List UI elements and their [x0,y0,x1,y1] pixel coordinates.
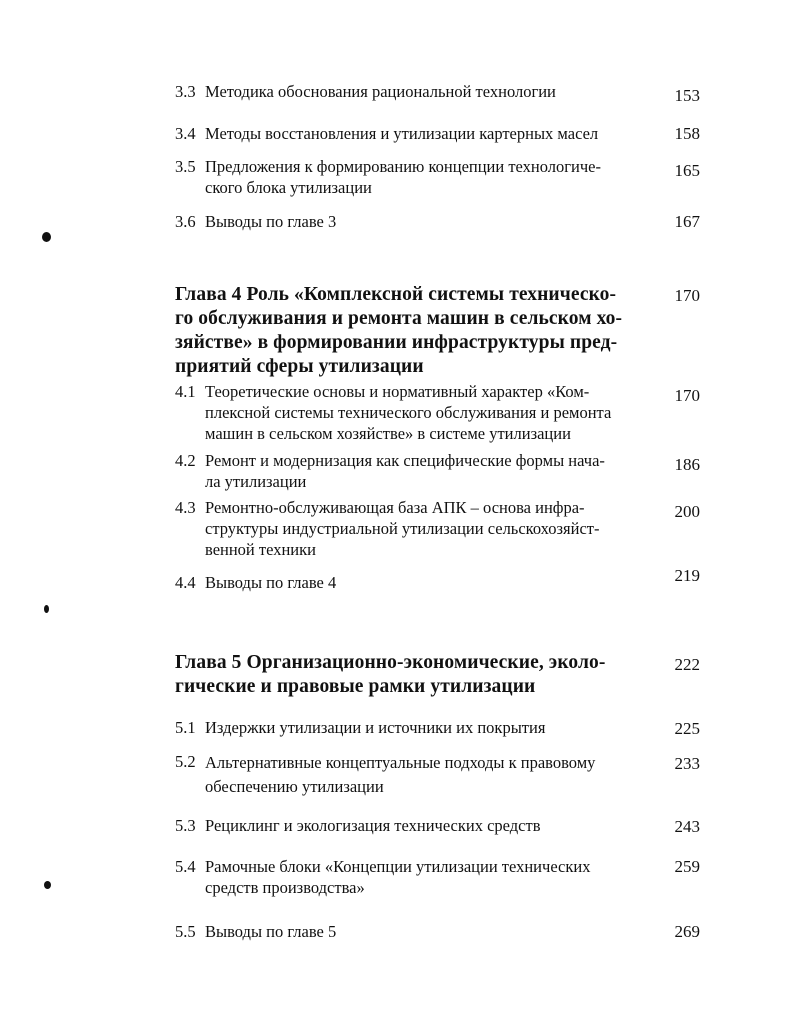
scan-speck [44,881,51,889]
section-title: Альтернативные концептуальные подходы к правовому обеспечению утилизации [205,753,596,796]
section-title: Рециклинг и экологизация технических средств [205,816,541,835]
section-title: Методика обоснования рациональной технологии [205,82,556,101]
section-number: 3.6 [175,212,196,231]
scan-speck [44,605,49,613]
section-number: 4.1 [175,382,196,401]
scan-speck [42,232,51,242]
section-title: Предложения к формированию концепции технологиче- ского блока утилизации [205,157,601,197]
section-number: 4.4 [175,573,196,592]
section-number: 5.3 [175,816,196,835]
section-title: Рамочные блоки «Концепции утилизации технических средств производства» [205,857,591,897]
page-number: 269 [674,922,700,941]
section-number: 5.5 [175,922,196,941]
page-number: 222 [674,655,700,674]
chapter-title: Глава 4 Роль «Комплексной системы техническо- го обслуживания и ремонта машин в сельском хо- зяйстве» в формировании инфраструктуры пред- приятий сферы утилизации [175,284,623,377]
section-title: Теоретические основы и нормативный характер «Ком- плексной системы технического обслуживания и ремонта машин в сельском хозяйстве» в системе утилизации [205,382,612,443]
section-number: 4.3 [175,498,196,517]
page-number: 219 [674,566,700,585]
section-title: Издержки утилизации и источники их покрытия [205,718,546,737]
page-number: 259 [674,857,700,876]
section-number: 3.3 [175,82,196,101]
section-title: Ремонтно-обслуживающая база АПК – основа инфра- структуры индустриальной утилизации сельскохозяйст- венной техники [205,498,600,559]
chapter-title: Глава 5 Организационно-экономические, эколо- гические и правовые рамки утилизации [175,652,606,697]
section-title: Выводы по главе 4 [205,573,337,592]
page-number: 170 [674,286,700,305]
page-number: 167 [674,212,700,231]
page-number: 200 [674,502,700,521]
page-number: 233 [674,754,700,773]
section-number: 3.5 [175,157,196,176]
section-title: Методы восстановления и утилизации картерных масел [205,124,599,143]
section-number: 4.2 [175,451,196,470]
page-number: 170 [674,386,700,405]
section-number: 5.2 [175,752,196,771]
page-number: 243 [674,817,700,836]
page-number: 186 [674,455,700,474]
page-number: 225 [674,719,700,738]
section-title: Выводы по главе 3 [205,212,337,231]
section-number: 3.4 [175,124,196,143]
page-number: 165 [674,161,700,180]
page-number: 153 [674,86,700,105]
section-number: 5.4 [175,857,196,876]
page-number: 158 [674,124,700,143]
section-number: 5.1 [175,718,196,737]
section-title: Ремонт и модернизация как специфические формы нача- ла утилизации [205,451,605,491]
section-title: Выводы по главе 5 [205,922,337,941]
